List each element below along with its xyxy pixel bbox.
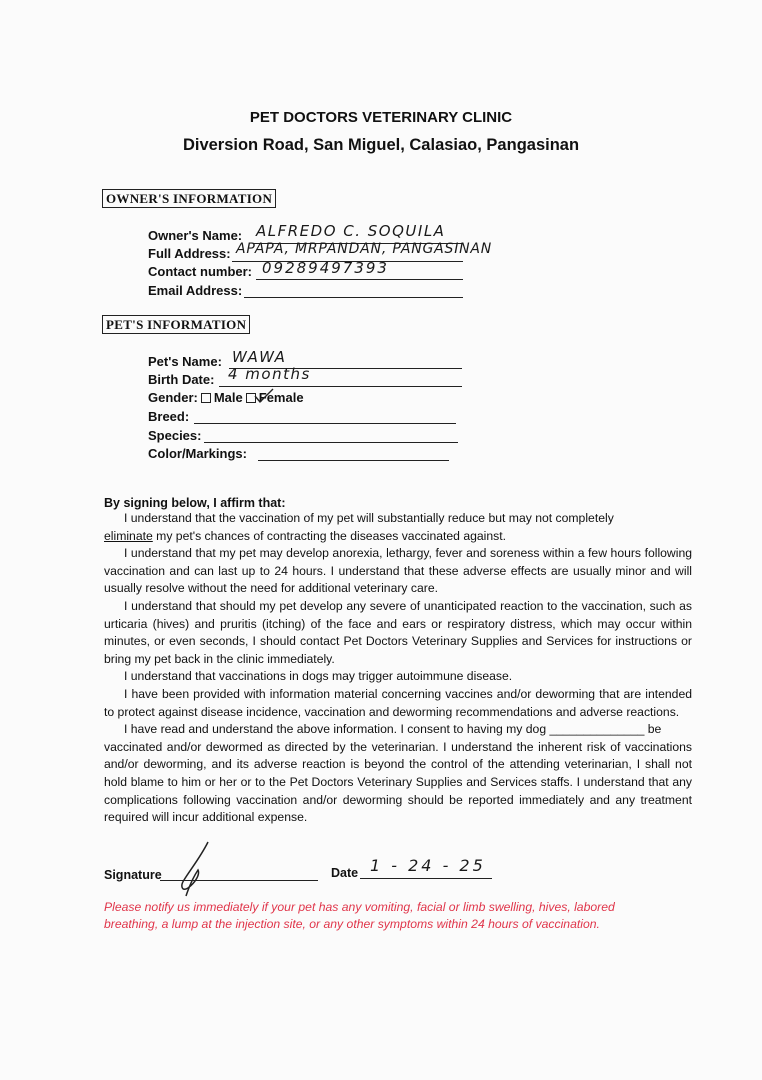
female-checkmark [253, 387, 275, 405]
gender-female-label: Female [258, 390, 304, 405]
pet-name-value[interactable]: WAWA [232, 348, 287, 366]
contact-number-value[interactable]: 09289497393 [262, 259, 389, 277]
affirmation-p1-text: I understand that the vaccination of my pet will substantially reduce but may not completely [124, 511, 614, 525]
contact-number-label: Contact number: [148, 264, 252, 279]
signature-label: Signature [104, 868, 162, 882]
full-address-value[interactable]: APAPA, MRPANDAN, PANGASINAN [236, 241, 493, 257]
full-address-label: Full Address: [148, 246, 231, 261]
clinic-name: PET DOCTORS VETERINARY CLINIC [249, 109, 513, 126]
date-label: Date [331, 866, 359, 880]
gender-label: Gender: [148, 390, 198, 405]
affirmation-p1-cont [104, 528, 692, 546]
signature-mark [170, 840, 220, 900]
birth-date-value[interactable]: 4 months [228, 365, 311, 383]
affirmation-p1 [104, 510, 692, 528]
email-address-line [244, 297, 463, 298]
birth-date-label: Birth Date: [148, 372, 215, 387]
owner-name-label: Owner's Name: [148, 228, 243, 243]
affirmation-p1-rest: my pet's chances of contracting the diseases vaccinated against. [152, 528, 507, 543]
affirmation-p6a: I have read and understand the above information. I consent to having my dog ______________ be [124, 722, 662, 737]
breed-line [194, 423, 456, 424]
contact-number-line [256, 279, 463, 280]
color-markings-line [258, 460, 449, 461]
pet-name-label: Pet's Name: [148, 354, 222, 369]
species-label: Species: [148, 428, 202, 443]
owner-name-value[interactable]: ALFREDO C. SOQUILA [256, 222, 446, 240]
gender-male-label: Male [213, 390, 243, 405]
date-value[interactable]: 1 - 24 - 25 [370, 856, 486, 875]
gender-row [148, 390, 304, 405]
affirmation-p3: I understand that should my pet develop any severe of unanticipated reaction to the vaccination, such as urticaria (hives) and pruritis (itching) of the face and ears or respiratory distress, which may occur within minutes, or even seconds, I should contact Pet Doctors Veterinary Supplies and Services for instructions or bring my pet back in the clinic immediately. [104, 598, 692, 666]
eliminate-underlined: eliminate [104, 528, 153, 543]
species-line [204, 442, 458, 443]
affirmation-p4: I understand that vaccinations in dogs may trigger autoimmune disease. [124, 669, 513, 684]
clinic-address: Diversion Road, San Miguel, Calasiao, Pangasinan [182, 136, 580, 154]
affirmation-intro: By signing below, I affirm that: [104, 496, 286, 510]
color-markings-label: Color/Markings: [148, 446, 247, 461]
affirmation-body [104, 510, 692, 827]
pet-section-title: PET'S INFORMATION [102, 315, 250, 334]
email-address-label: Email Address: [148, 283, 243, 298]
owner-section-title: OWNER'S INFORMATION [102, 189, 276, 208]
male-checkbox[interactable] [201, 393, 211, 403]
affirmation-p6b: vaccinated and/or dewormed as directed by the veterinarian. I understand the inherent risk of vaccinations and/or deworming, and its adverse reaction is beyond the control of the attending veterinarian, I shall not hold blame to him or her or to the Pet Doctors Veterinary Supplies and Services staffs. I understand that any complications following vaccination and/or deworming should be reported immediately and any treatment required will incur additional expense. [104, 739, 692, 825]
affirmation-p2: I understand that my pet may develop anorexia, lethargy, fever and soreness within a few hours following vaccination and can last up to 24 hours. I understand that these adverse effects are usually minor and will usually resolve without the need for additional veterinary care. [104, 546, 692, 596]
breed-label: Breed: [148, 409, 190, 424]
affirmation-p5: I have been provided with information material concerning vaccines and/or deworming that are intended to protect against disease incidence, vaccination and deworming recommendations and adverse reactions. [104, 686, 692, 719]
warning-text: Please notify us immediately if your pet has any vomiting, facial or limb swelling, hives, labored breathing, a lump at the injection site, or any other symptoms within 24 hours of vaccination. [104, 900, 615, 931]
date-line [360, 878, 492, 879]
